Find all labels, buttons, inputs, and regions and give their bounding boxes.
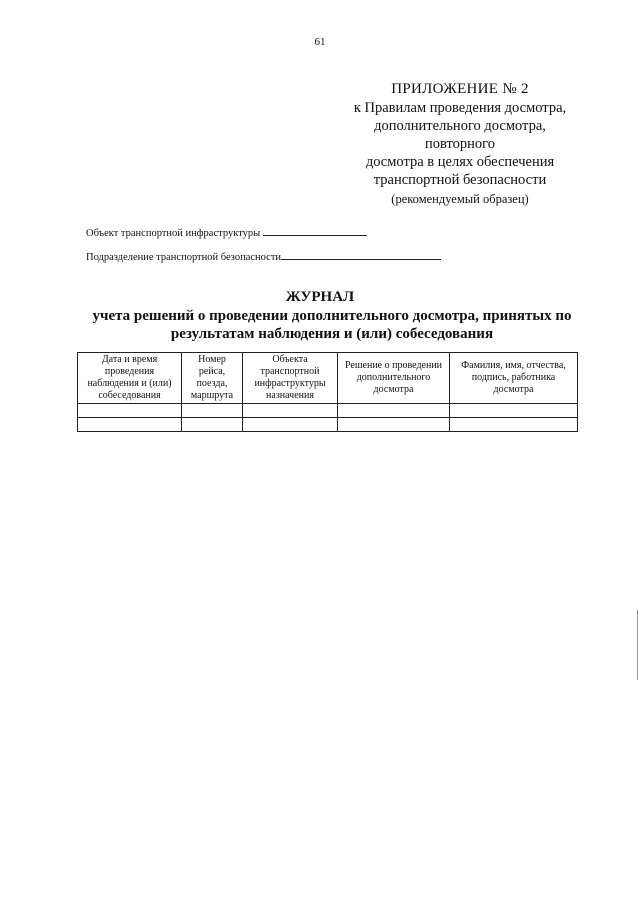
- page-number: 61: [314, 36, 326, 48]
- appendix-block: [310, 80, 610, 207]
- table-cell: [182, 418, 243, 432]
- table-row: [78, 404, 578, 418]
- object-field-blank: [263, 226, 367, 236]
- table-cell: [182, 404, 243, 418]
- table-cell: [243, 418, 338, 432]
- table-header-row: [78, 353, 578, 404]
- appendix-line: повторного: [425, 136, 495, 152]
- journal-subtitle: учета решений о проведении дополнительного досмотра, принятых по результатам наблюдения и (или) собеседования: [92, 308, 572, 342]
- table-cell: [78, 404, 182, 418]
- appendix-line: дополнительного досмотра,: [374, 118, 546, 134]
- appendix-title: ПРИЛОЖЕНИЕ № 2: [391, 81, 529, 97]
- journal-table: [77, 352, 578, 432]
- appendix-line: к Правилам проведения досмотра,: [353, 100, 567, 116]
- table-row: [78, 418, 578, 432]
- header-inspector: Фамилия, имя, отчества, подпись, работника досмотра: [450, 353, 578, 404]
- journal-title: ЖУРНАЛ: [285, 289, 355, 305]
- table-cell: [338, 418, 450, 432]
- header-datetime: Дата и время проведения наблюдения и (или) собеседования: [78, 353, 182, 404]
- appendix-note: (рекомендуемый образец): [391, 192, 529, 206]
- header-decision: Решение о проведении дополнительного досмотра: [338, 353, 450, 404]
- table-cell: [338, 404, 450, 418]
- table-cell: [450, 418, 578, 432]
- table-cell: [243, 404, 338, 418]
- header-destination-object: Объекта транспортной инфраструктуры назначения: [243, 353, 338, 404]
- header-route-number: Номер рейса, поезда, маршрута: [182, 353, 243, 404]
- subdivision-field: [86, 250, 441, 263]
- scan-edge-mark: [637, 610, 638, 680]
- subdivision-field-label: Подразделение транспортной безопасности: [86, 252, 282, 263]
- table-cell: [78, 418, 182, 432]
- object-field-label: Объект транспортной инфраструктуры: [86, 228, 261, 239]
- appendix-line: досмотра в целях обеспечения: [365, 154, 555, 170]
- table-cell: [450, 404, 578, 418]
- appendix-line: транспортной безопасности: [373, 172, 547, 188]
- subdivision-field-blank: [281, 250, 441, 260]
- object-field: [86, 226, 367, 239]
